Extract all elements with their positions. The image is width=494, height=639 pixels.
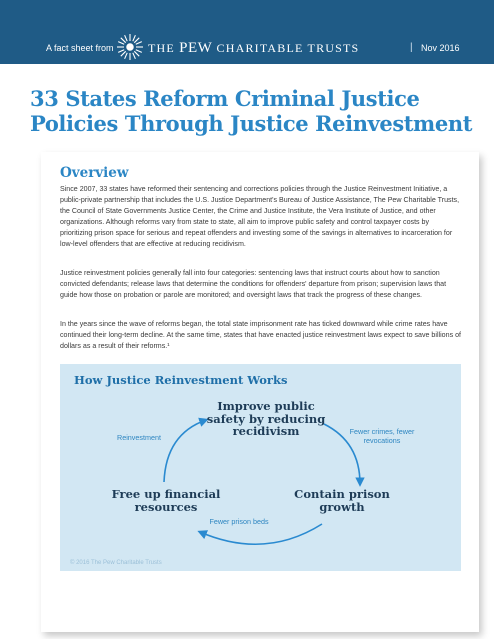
header-band (0, 0, 494, 64)
title-line-1: 33 States Reform Criminal Justice (30, 86, 420, 111)
cycle-arrows (60, 364, 461, 571)
node-improve-public-safety: Improve public safety by reducing recidivism (206, 399, 326, 438)
overview-paragraph-2: Justice reinvestment policies generally fall into four categories: sentencing laws that instruct courts about how to sanction convicted defendants; release laws that determine the conditions for offenders' departure from prison; supervision laws that guide how those on probation or parole are monitored; and oversight laws that track the progress of these changes. (60, 269, 447, 299)
diagram-copyright: © 2016 The Pew Charitable Trusts (70, 560, 162, 566)
title-line-2: Policies Through Justice Reinvestment (30, 111, 473, 136)
page-title (30, 86, 480, 136)
arrow-left-to-top (164, 420, 206, 482)
overview-paragraph-1: Since 2007, 33 states have reformed their sentencing and corrections policies through the Justice Reinvestment Initiative, a public-private partnership that includes the U.S. Justice Department's Bureau of Justice Assistance, The Pew Charitable Trusts, the Council of State Governments Justice Center, the Crime and Justice Institute, the Vera Institute of Justice, and other organizations. Although reforms vary from state to state, all aim to improve public safety and control taxpayer costs by prioritizing prison space for serious and repeat offenders and investing some of the savings in alternatives to incarceration for low-level offenders that are effective at reducing recidivism. (60, 185, 460, 248)
edge-label-fewer-prison-beds: Fewer prison beds (209, 517, 269, 526)
header-separator: | (410, 42, 413, 53)
node-contain-prison-growth: Contain prison growth (294, 487, 390, 514)
org-prefix: THE (148, 41, 175, 55)
factsheet-label: A fact sheet from (46, 43, 114, 53)
arrow-right-to-left (200, 524, 322, 544)
diagram-title: How Justice Reinvestment Works (74, 373, 288, 387)
cycle-diagram (60, 364, 461, 571)
overview-paragraph-3: In the years since the wave of reforms began, the total state imprisonment rate has ticked downward while crime rates have continued their long-term decline. At the same time, states that have enacted justice reinvestment laws expect to save billions of dollars as a result of their reforms.¹ (60, 320, 462, 350)
edge-label-reinvestment: Reinvestment (117, 433, 161, 442)
publication-date: Nov 2016 (421, 43, 460, 53)
node-free-up-resources: Free up financial resources (111, 487, 221, 514)
org-name (148, 40, 359, 57)
org-suffix: CHARITABLE TRUSTS (216, 41, 360, 55)
overview-heading: Overview (60, 165, 129, 181)
pew-logo-icon (116, 33, 144, 61)
edge-label-fewer-crimes: Fewer crimes, fewer revocations (349, 427, 415, 445)
org-main: PEW (179, 40, 213, 56)
